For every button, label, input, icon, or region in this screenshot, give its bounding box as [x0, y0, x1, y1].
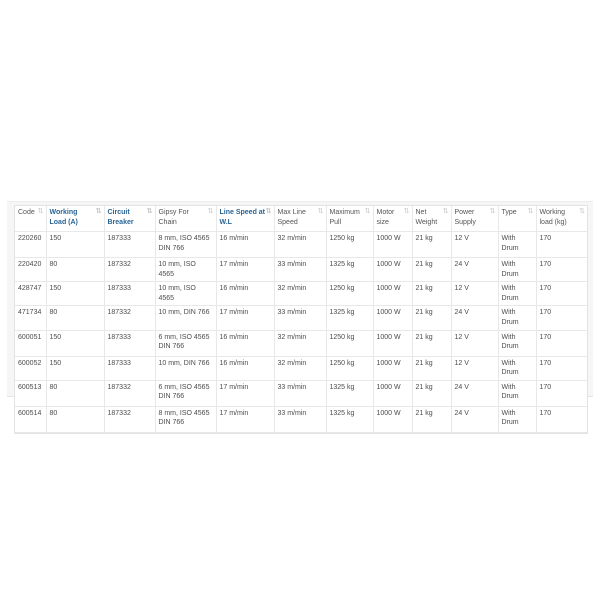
table-cell: 187333	[104, 356, 155, 380]
table-cell: 21 kg	[412, 356, 451, 380]
table-cell: 150	[46, 356, 104, 380]
table-row	[15, 258, 587, 282]
table-row	[15, 232, 587, 258]
table-row	[15, 306, 587, 330]
table-cell: 170	[536, 282, 587, 306]
table-cell: 600052	[15, 356, 46, 380]
column-header-label: Working load (kg)	[539, 209, 567, 226]
table-cell: 1250 kg	[326, 356, 373, 380]
table-cell: 21 kg	[412, 306, 451, 330]
column-header-label: Type	[501, 209, 517, 216]
table-cell: 16 m/min	[216, 356, 274, 380]
table-cell: 33 m/min	[274, 406, 326, 432]
table-cell: 21 kg	[412, 330, 451, 356]
table-cell: With Drum	[498, 406, 536, 432]
sort-arrows-icon[interactable]: ⇅	[207, 208, 214, 215]
sort-arrows-icon[interactable]: ⇅	[489, 208, 496, 215]
table-cell: 32 m/min	[274, 330, 326, 356]
table-row	[15, 330, 587, 356]
table-cell: 17 m/min	[216, 406, 274, 432]
column-header-9[interactable]	[451, 206, 498, 232]
table-cell: 1000 W	[373, 258, 412, 282]
table-cell: 8 mm, ISO 4565 DIN 766	[155, 406, 216, 432]
column-header-label: Line Speed at W.L	[219, 209, 266, 226]
table-cell: 17 m/min	[216, 306, 274, 330]
table-cell: 170	[536, 380, 587, 406]
table-cell: 10 mm, ISO 4565	[155, 282, 216, 306]
table-body	[15, 232, 587, 433]
table-cell: 80	[46, 306, 104, 330]
table-cell: 170	[536, 258, 587, 282]
table-cell: 16 m/min	[216, 232, 274, 258]
table-cell: 24 V	[451, 306, 498, 330]
column-header-label: Motor size	[376, 209, 395, 226]
column-header-label: Power Supply	[454, 209, 476, 226]
table-cell: 24 V	[451, 258, 498, 282]
table-cell: 33 m/min	[274, 258, 326, 282]
table-row	[15, 406, 587, 432]
table-header-row	[15, 206, 587, 232]
table-cell: With Drum	[498, 282, 536, 306]
sort-arrows-icon[interactable]: ⇅	[317, 208, 324, 215]
table-cell: 600513	[15, 380, 46, 406]
table-cell: 12 V	[451, 356, 498, 380]
table-cell: 170	[536, 330, 587, 356]
table-cell: 32 m/min	[274, 232, 326, 258]
column-header-2[interactable]	[104, 206, 155, 232]
table-cell: With Drum	[498, 356, 536, 380]
table-cell: 170	[536, 232, 587, 258]
column-header-4[interactable]	[216, 206, 274, 232]
sort-arrows-icon[interactable]: ⇅	[442, 208, 449, 215]
table-cell: 16 m/min	[216, 330, 274, 356]
column-header-label: Maximum Pull	[329, 209, 360, 226]
column-header-label: Gipsy For Chain	[158, 209, 189, 226]
table-cell: 8 mm, ISO 4565 DIN 766	[155, 232, 216, 258]
table-cell: 24 V	[451, 406, 498, 432]
table-cell: 170	[536, 406, 587, 432]
table-cell: 150	[46, 330, 104, 356]
table-cell: 428747	[15, 282, 46, 306]
table-cell: 33 m/min	[274, 380, 326, 406]
table-cell: 80	[46, 380, 104, 406]
sort-arrows-icon[interactable]: ⇅	[579, 208, 585, 215]
table-cell: 1325 kg	[326, 258, 373, 282]
table-cell: 187332	[104, 258, 155, 282]
column-header-label: Max Line Speed	[277, 209, 306, 226]
table-cell: 187332	[104, 380, 155, 406]
table-cell: 1000 W	[373, 232, 412, 258]
table-row	[15, 356, 587, 380]
table-cell: 1325 kg	[326, 406, 373, 432]
table-cell: 187333	[104, 232, 155, 258]
table-cell: 32 m/min	[274, 356, 326, 380]
table-cell: With Drum	[498, 232, 536, 258]
table-cell: 187332	[104, 406, 155, 432]
column-header-11[interactable]	[536, 206, 587, 232]
table-cell: With Drum	[498, 306, 536, 330]
table-cell: 10 mm, DIN 766	[155, 306, 216, 330]
table-cell: 17 m/min	[216, 258, 274, 282]
table-cell: With Drum	[498, 330, 536, 356]
table-cell: 1000 W	[373, 380, 412, 406]
table-cell: 1250 kg	[326, 282, 373, 306]
table-cell: 10 mm, DIN 766	[155, 356, 216, 380]
column-header-label: Circuit Breaker	[107, 209, 134, 226]
table-cell: 16 m/min	[216, 282, 274, 306]
table-cell: 1250 kg	[326, 330, 373, 356]
table-cell: 6 mm, ISO 4565 DIN 766	[155, 380, 216, 406]
sort-arrows-icon[interactable]: ⇅	[527, 208, 534, 215]
table-cell: 170	[536, 356, 587, 380]
table-cell: 33 m/min	[274, 306, 326, 330]
column-header-label: Net Weight	[415, 209, 438, 226]
column-header-5[interactable]	[274, 206, 326, 232]
table-cell: 10 mm, ISO 4565	[155, 258, 216, 282]
table-cell: 12 V	[451, 330, 498, 356]
table-cell: 170	[536, 306, 587, 330]
table-cell: 80	[46, 406, 104, 432]
column-header-6[interactable]	[326, 206, 373, 232]
table-cell: 1250 kg	[326, 232, 373, 258]
table-cell: 1325 kg	[326, 380, 373, 406]
table-cell: 6 mm, ISO 4565 DIN 766	[155, 330, 216, 356]
table-cell: 80	[46, 258, 104, 282]
column-header-0[interactable]	[15, 206, 46, 232]
table-cell: 17 m/min	[216, 380, 274, 406]
column-header-7[interactable]	[373, 206, 412, 232]
table-cell: With Drum	[498, 258, 536, 282]
table-cell: 471734	[15, 306, 46, 330]
table-cell: 21 kg	[412, 406, 451, 432]
sort-arrows-icon[interactable]: ⇅	[146, 208, 153, 215]
table-cell: 1000 W	[373, 306, 412, 330]
column-header-3[interactable]	[155, 206, 216, 232]
table-row	[15, 282, 587, 306]
table-cell: 600051	[15, 330, 46, 356]
table-cell: 21 kg	[412, 282, 451, 306]
table-cell: 1000 W	[373, 282, 412, 306]
table-cell: 150	[46, 232, 104, 258]
table-cell: 12 V	[451, 282, 498, 306]
table-cell: 187332	[104, 306, 155, 330]
table-cell: 12 V	[451, 232, 498, 258]
table-cell: 21 kg	[412, 232, 451, 258]
sort-arrows-icon[interactable]: ⇅	[37, 208, 44, 215]
table-cell: 187333	[104, 330, 155, 356]
column-header-10[interactable]	[498, 206, 536, 232]
table-cell: 21 kg	[412, 380, 451, 406]
product-spec-table	[15, 206, 587, 433]
table-cell: 1000 W	[373, 356, 412, 380]
table-cell: 1000 W	[373, 330, 412, 356]
product-spec-table-container	[14, 205, 588, 434]
table-cell: 21 kg	[412, 258, 451, 282]
column-header-label: Code	[18, 209, 35, 216]
table-cell: With Drum	[498, 380, 536, 406]
table-cell: 1325 kg	[326, 306, 373, 330]
table-cell: 32 m/min	[274, 282, 326, 306]
sort-arrows-icon[interactable]: ⇅	[364, 208, 371, 215]
table-cell: 24 V	[451, 380, 498, 406]
table-cell: 220420	[15, 258, 46, 282]
table-row	[15, 380, 587, 406]
table-cell: 187333	[104, 282, 155, 306]
sort-arrows-icon[interactable]: ⇅	[265, 208, 272, 215]
table-cell: 600514	[15, 406, 46, 432]
table-cell: 150	[46, 282, 104, 306]
column-header-8[interactable]	[412, 206, 451, 232]
table-cell: 220260	[15, 232, 46, 258]
sort-arrows-icon[interactable]: ⇅	[403, 208, 410, 215]
column-header-label: Working Load (A)	[49, 209, 78, 226]
column-header-1[interactable]	[46, 206, 104, 232]
table-cell: 1000 W	[373, 406, 412, 432]
sort-arrows-icon[interactable]: ⇅	[95, 208, 102, 215]
